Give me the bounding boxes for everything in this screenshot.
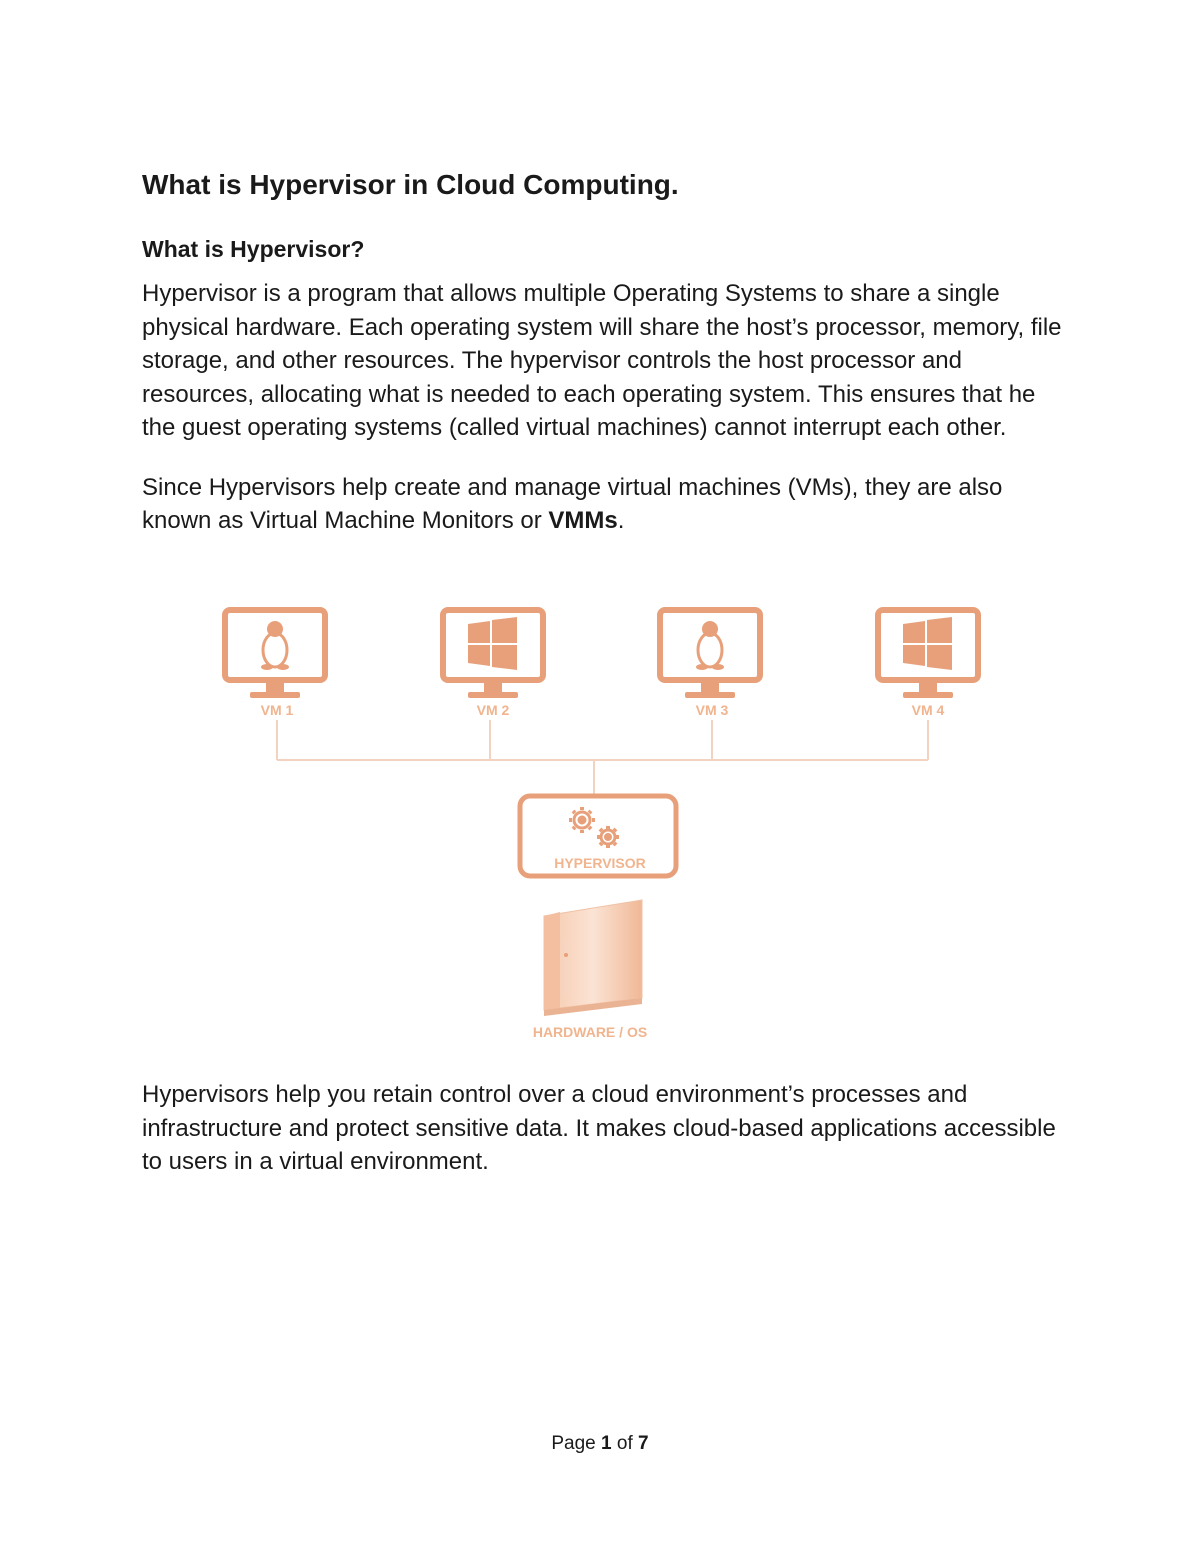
total-pages-number: 7 bbox=[638, 1433, 649, 1454]
vm-label: VM 2 bbox=[476, 702, 510, 718]
vmm-bold-term: VMMs bbox=[548, 507, 618, 534]
hypervisor-label: HYPERVISOR bbox=[554, 855, 646, 871]
document-body-continued bbox=[142, 1078, 1072, 1205]
current-page-number: 1 bbox=[601, 1433, 612, 1454]
paragraph-vmm-period: . bbox=[617, 507, 625, 534]
hypervisor-diagram-svg bbox=[200, 600, 1000, 1050]
vm-3 bbox=[660, 610, 760, 718]
vm-label: VM 1 bbox=[260, 702, 294, 718]
vm-label: VM 4 bbox=[911, 702, 945, 718]
vm-label: VM 3 bbox=[695, 702, 729, 718]
hypervisor-box bbox=[520, 796, 676, 876]
paragraph-vmm bbox=[142, 471, 1072, 538]
server-icon bbox=[544, 900, 642, 1016]
hypervisor-diagram bbox=[200, 600, 1000, 1050]
document-title: What is Hypervisor in Cloud Computing. bbox=[142, 169, 679, 200]
paragraph-vmm-text: Since Hypervisors help create and manage virtual machines (VMs), they are also known as Virtual Machine Monitors or bbox=[142, 473, 1003, 534]
vm-2 bbox=[443, 610, 543, 718]
paragraph-definition: Hypervisor is a program that allows multiple Operating Systems to share a single physical hardware. Each operating system will share the host’s processor, memory, file storage, and other resources. The hypervisor controls the host processor and resources, allocating what is needed to each operating system. This ensures that he the guest operating systems (called virtual machines) cannot interrupt each other. bbox=[142, 280, 1062, 441]
of-word: of bbox=[616, 1433, 633, 1454]
hardware-label: HARDWARE / OS bbox=[532, 1024, 648, 1040]
page-word: Page bbox=[551, 1433, 596, 1454]
paragraph-control: Hypervisors help you retain control over a cloud environment’s processes and infrastructure and protect sensitive data. It makes cloud-based applications accessible to users in a virtual environment. bbox=[142, 1081, 1056, 1175]
vm-4 bbox=[878, 610, 978, 718]
section-heading: What is Hypervisor? bbox=[142, 236, 365, 262]
vm-1 bbox=[225, 610, 325, 718]
connector-lines bbox=[277, 720, 928, 795]
document-body bbox=[142, 165, 1072, 564]
page-footer bbox=[0, 1430, 1200, 1458]
